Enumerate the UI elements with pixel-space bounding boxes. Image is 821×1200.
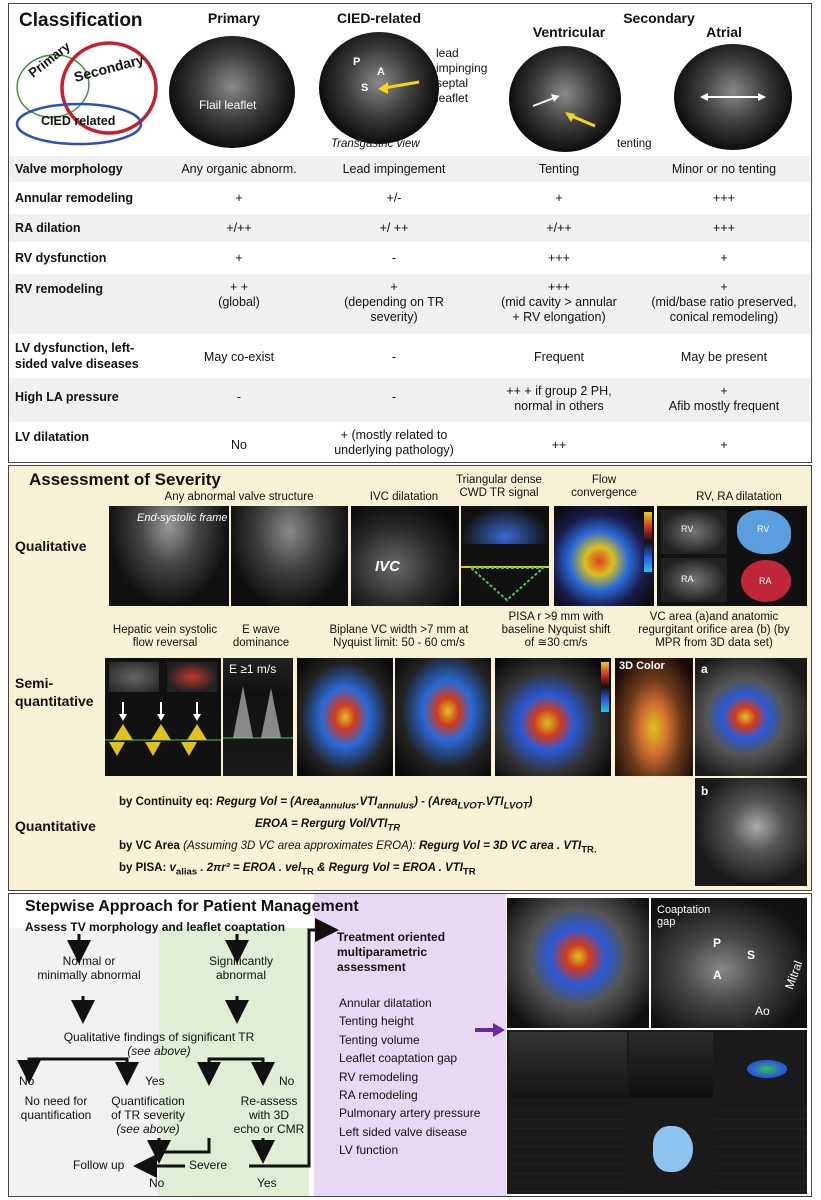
eq1-body: Regurg Vol = $(Area_{annulus}.VTI_{annulus})$ - $(Area_{LVOT}.VTI_{LVOT})$ bbox=[216, 796, 533, 812]
label-p: P bbox=[713, 936, 722, 950]
eq3-sub: TR. bbox=[581, 844, 597, 856]
classification-title: Classification bbox=[19, 10, 143, 31]
ra-label-2: RA bbox=[759, 576, 772, 586]
severity-title: Assessment of Severity bbox=[29, 470, 221, 489]
eq2-text: EROA = Rergurg Vol/VTI bbox=[255, 818, 388, 830]
cied-caption: Transgastric view bbox=[331, 138, 420, 150]
eq1-sub-lvot-2: LVOT bbox=[503, 800, 529, 812]
cell-ventricular: Tenting bbox=[538, 162, 580, 176]
quantitative-label: Quantitative bbox=[15, 818, 96, 834]
atrial-arrow-icon bbox=[698, 90, 768, 104]
treatment-item: Left sided valve disease bbox=[339, 1124, 468, 1139]
cell-atrial: Minor or no tenting bbox=[671, 162, 777, 176]
cell-ventricular: Frequent bbox=[533, 350, 585, 364]
eq3-prefix: by VC Area bbox=[119, 840, 184, 852]
row-label: Annular remodeling bbox=[15, 191, 134, 205]
vc-area-label: VC area (a)and anatomic regurgitant orifice area (b) (by MPR from 3D data set) bbox=[638, 611, 790, 649]
cied-label-a: A bbox=[377, 66, 385, 78]
ewave-doppler-image bbox=[223, 658, 293, 776]
cell-ventricular: +/++ bbox=[546, 221, 572, 235]
hepatic-doppler-image bbox=[105, 658, 221, 776]
pisa-label: PISA r >9 mm with baseline Nyquist shift of ≅30 cm/s bbox=[501, 611, 611, 649]
cell-primary: No bbox=[231, 438, 247, 452]
cell-atrial: + (mid/base ratio preserved, conical remodeling) bbox=[651, 280, 797, 324]
row-rv-dysfunction bbox=[9, 244, 810, 272]
cied-arrow-icon bbox=[374, 76, 424, 96]
ewave-image-label: E ≥1 m/s bbox=[229, 662, 277, 676]
end-systolic-label: End-systolic frame bbox=[137, 512, 228, 524]
biplane-vc-image-1 bbox=[297, 658, 393, 776]
row-lv-dysfunction bbox=[9, 336, 810, 376]
cell-primary: +/++ bbox=[226, 221, 252, 235]
management-title: Stepwise Approach for Patient Management bbox=[25, 898, 359, 915]
no-1: No bbox=[19, 1074, 35, 1088]
follow-up-node: Follow up bbox=[73, 1158, 125, 1172]
col-primary-header: Primary bbox=[207, 10, 261, 26]
eq4-sub-alias: alias bbox=[175, 866, 198, 878]
row-label: RA dilation bbox=[15, 221, 81, 235]
label-a: A bbox=[713, 968, 722, 982]
ewave-trace-icon bbox=[223, 678, 293, 776]
eq1-sub-lvot: LVOT bbox=[457, 800, 483, 812]
ivc-image-label: IVC bbox=[375, 558, 401, 575]
cell-cied: + (depending on TR severity) bbox=[344, 280, 444, 324]
rv-ra-dilatation-label: RV, RA dilatation bbox=[696, 491, 782, 503]
col-atrial-header: Atrial bbox=[706, 24, 742, 40]
eroa-equation bbox=[255, 818, 400, 833]
flow-convergence-label: Flow convergence bbox=[571, 474, 637, 499]
eq4-v: v bbox=[169, 862, 176, 874]
cell-ventricular: + bbox=[555, 191, 563, 205]
reassess-node: Re-assess with 3D echo or CMR bbox=[233, 1094, 305, 1136]
treatment-list bbox=[339, 994, 480, 1160]
rv-label-1: RV bbox=[681, 524, 694, 534]
pisa-equation: by PISA: $v_{alias}$ . 2πr² = EROA . vel$_{TR}$ & Regurg Vol = EROA . $VTI_{TR}$ bbox=[119, 862, 476, 878]
cell-cied: +/ ++ bbox=[379, 221, 409, 235]
hepatic-label: Hepatic vein systolic flow reversal bbox=[112, 624, 218, 649]
row-label: RV dysfunction bbox=[15, 251, 107, 265]
cied-echo-image bbox=[319, 32, 439, 144]
biplane-vc-image-2 bbox=[395, 658, 491, 776]
cell-atrial: +++ bbox=[713, 191, 735, 205]
eq4-sub-tr-2: TR bbox=[462, 866, 476, 878]
3d-quantification-image bbox=[507, 1030, 807, 1194]
eq1-sub-annulus-2: annulus bbox=[377, 800, 415, 812]
treatment-item: RA remodeling bbox=[339, 1088, 418, 1103]
see-above-2: (see above) bbox=[116, 1122, 180, 1136]
continuity-equation bbox=[119, 796, 532, 811]
label-s: S bbox=[747, 948, 756, 962]
cell-ventricular: ++ + if group 2 PH, normal in others bbox=[506, 384, 612, 413]
transgastric-tv-image bbox=[651, 898, 807, 1028]
management-panel bbox=[8, 893, 812, 1197]
quantification-node bbox=[93, 1094, 203, 1136]
ventricular-arrows-icon bbox=[529, 86, 609, 136]
row-label: LV dysfunction, left- sided valve diseases bbox=[15, 341, 139, 371]
venn-secondary-label: Secondary bbox=[72, 51, 146, 85]
cell-primary: Any organic abnorm. bbox=[181, 162, 297, 176]
hepatic-waveform-icon bbox=[105, 696, 221, 774]
severity-panel bbox=[8, 465, 812, 891]
cell-cied: - bbox=[391, 251, 397, 265]
vc-area-b-label: b bbox=[701, 784, 709, 798]
assess-step: Assess TV morphology and leaflet coaptation bbox=[25, 920, 286, 934]
quantification-text: Quantification of TR severity bbox=[111, 1094, 185, 1122]
cell-cied: + (mostly related to underlying pathology) bbox=[334, 428, 454, 457]
no-need-node: No need for quantification bbox=[20, 1094, 92, 1122]
cied-label-p: P bbox=[353, 56, 361, 68]
coaptation-gap-label: Coaptation gap bbox=[657, 904, 711, 928]
cell-atrial: +++ bbox=[713, 221, 735, 235]
treatment-item: Annular dilatation bbox=[339, 996, 432, 1010]
treatment-item: Pulmonary artery pressure bbox=[339, 1106, 481, 1121]
flail-leaflet-label: Flail leaflet bbox=[199, 98, 257, 112]
cell-ventricular: +++ (mid cavity > annular + RV elongation) bbox=[501, 280, 617, 324]
atrial-echo-image bbox=[674, 44, 792, 150]
ventricular-echo-image bbox=[509, 46, 621, 152]
vc-area-a-label: a bbox=[701, 662, 708, 676]
cell-ventricular: ++ bbox=[551, 438, 567, 452]
row-label: LV dilatation bbox=[15, 430, 90, 444]
ewave-label: E wave dominance bbox=[232, 624, 290, 649]
venn-primary-label: Primary bbox=[25, 38, 73, 81]
treatment-item: Leaflet coaptation gap bbox=[339, 1051, 458, 1066]
flow-convergence-image bbox=[554, 506, 654, 606]
cell-cied: +/- bbox=[386, 191, 402, 205]
no-3: No bbox=[149, 1176, 165, 1190]
no-2: No bbox=[279, 1074, 295, 1088]
qualitative-label: Qualitative bbox=[15, 538, 87, 554]
cell-cied: - bbox=[391, 390, 397, 404]
cell-cied: Lead impingement bbox=[342, 162, 446, 176]
end-systolic-echo-image bbox=[109, 506, 229, 606]
vc-area-image-b bbox=[695, 778, 807, 886]
3d-color-image bbox=[615, 658, 693, 776]
rv-label-2: RV bbox=[757, 524, 770, 534]
col-ventricular-header: Ventricular bbox=[532, 24, 606, 40]
normal-node: Normal or minimally abnormal bbox=[37, 954, 141, 982]
ra-label-1: RA bbox=[681, 574, 694, 584]
yes-3: Yes bbox=[257, 1176, 277, 1190]
cell-primary: + + (global) bbox=[218, 280, 260, 309]
treatment-title: Treatment oriented multiparametric assessment bbox=[337, 930, 446, 974]
cell-ventricular: +++ bbox=[548, 251, 570, 265]
row-high-la-pressure bbox=[9, 378, 810, 422]
ivc-dilatation-label: IVC dilatation bbox=[369, 491, 439, 503]
cell-atrial: + bbox=[720, 251, 728, 265]
primary-echo-image bbox=[169, 36, 295, 148]
row-rv-remodeling bbox=[9, 274, 810, 334]
qual-findings-text: Qualitative findings of significant TR bbox=[63, 1030, 255, 1044]
cell-primary: + bbox=[235, 251, 243, 265]
tenting-label: tenting bbox=[617, 138, 652, 150]
cwd-signal-label: Triangular dense CWD TR signal bbox=[456, 474, 542, 499]
vc-area-image-a bbox=[695, 658, 807, 776]
row-label: High LA pressure bbox=[15, 390, 119, 404]
cell-primary: - bbox=[236, 390, 242, 404]
eq1-prefix: by Continuity eq: bbox=[119, 796, 217, 808]
cell-cied: - bbox=[391, 350, 397, 364]
cell-primary: May co-exist bbox=[203, 350, 275, 364]
row-label: RV remodeling bbox=[15, 282, 103, 296]
semi-quantitative-label: Semi- quantitative bbox=[15, 675, 94, 709]
row-annular-remodeling bbox=[9, 184, 810, 212]
severe-node: Severe bbox=[189, 1158, 228, 1172]
treatment-item: RV remodeling bbox=[339, 1069, 419, 1084]
label-ao: Ao bbox=[755, 1004, 770, 1018]
treatment-item: Tenting volume bbox=[339, 1032, 420, 1047]
eq3-note: (Assuming 3D VC area approximates EROA): bbox=[183, 840, 419, 852]
treatment-item: Tenting height bbox=[339, 1014, 414, 1029]
yes-1: Yes bbox=[145, 1074, 165, 1088]
row-lv-dilatation bbox=[9, 424, 810, 460]
cied-label-s: S bbox=[361, 82, 369, 94]
see-above-1: (see above) bbox=[127, 1044, 191, 1058]
col-cied-header: CIED-related bbox=[336, 10, 422, 26]
eq4-prefix: by PISA: bbox=[119, 862, 170, 874]
treatment-item: LV function bbox=[339, 1143, 399, 1158]
venn-cied-label: CIED related bbox=[41, 114, 116, 128]
cwd-triangle-icon bbox=[467, 566, 547, 604]
cwd-doppler-image bbox=[461, 506, 549, 606]
eq1-body-text: Regurg Vol = (Area bbox=[216, 796, 320, 808]
row-ra-dilation bbox=[9, 214, 810, 242]
cell-primary: + bbox=[235, 191, 243, 205]
classification-panel bbox=[8, 3, 812, 463]
cied-note: lead impinging septal leaflet bbox=[436, 46, 488, 105]
significant-node: Significantly abnormal bbox=[208, 954, 274, 982]
eq4-sub-tr: TR bbox=[301, 866, 314, 878]
valve-structure-echo-image bbox=[231, 506, 348, 606]
abnormal-structure-label: Any abnormal valve structure bbox=[164, 491, 314, 503]
row-label: Valve morphology bbox=[15, 162, 123, 176]
ivc-echo-image bbox=[351, 506, 459, 606]
col-secondary-header: Secondary bbox=[623, 10, 695, 26]
biplane-label: Biplane VC width >7 mm at Nyquist limit: 50 - 60 cm/s bbox=[329, 624, 469, 649]
row-valve-morphology bbox=[9, 156, 810, 182]
label-mitral: Mitral bbox=[782, 958, 806, 992]
cell-atrial: + bbox=[720, 438, 728, 452]
3d-color-label: 3D Color bbox=[619, 660, 665, 672]
vc-area-equation bbox=[119, 840, 597, 855]
purple-arrow-icon bbox=[473, 1022, 507, 1038]
eq2-sub-tr: TR bbox=[387, 822, 401, 834]
rv-ra-dilatation-image bbox=[657, 506, 807, 606]
cell-atrial: + Afib mostly frequent bbox=[668, 384, 780, 413]
qualitative-findings-node bbox=[29, 1030, 289, 1058]
eq3-body: Regurg Vol = 3D VC area . VTI bbox=[418, 840, 582, 852]
eq1-sub-annulus: annulus bbox=[319, 800, 357, 812]
pisa-image bbox=[495, 658, 611, 776]
cell-atrial: May be present bbox=[680, 350, 768, 364]
color-doppler-tv-image bbox=[507, 898, 649, 1028]
